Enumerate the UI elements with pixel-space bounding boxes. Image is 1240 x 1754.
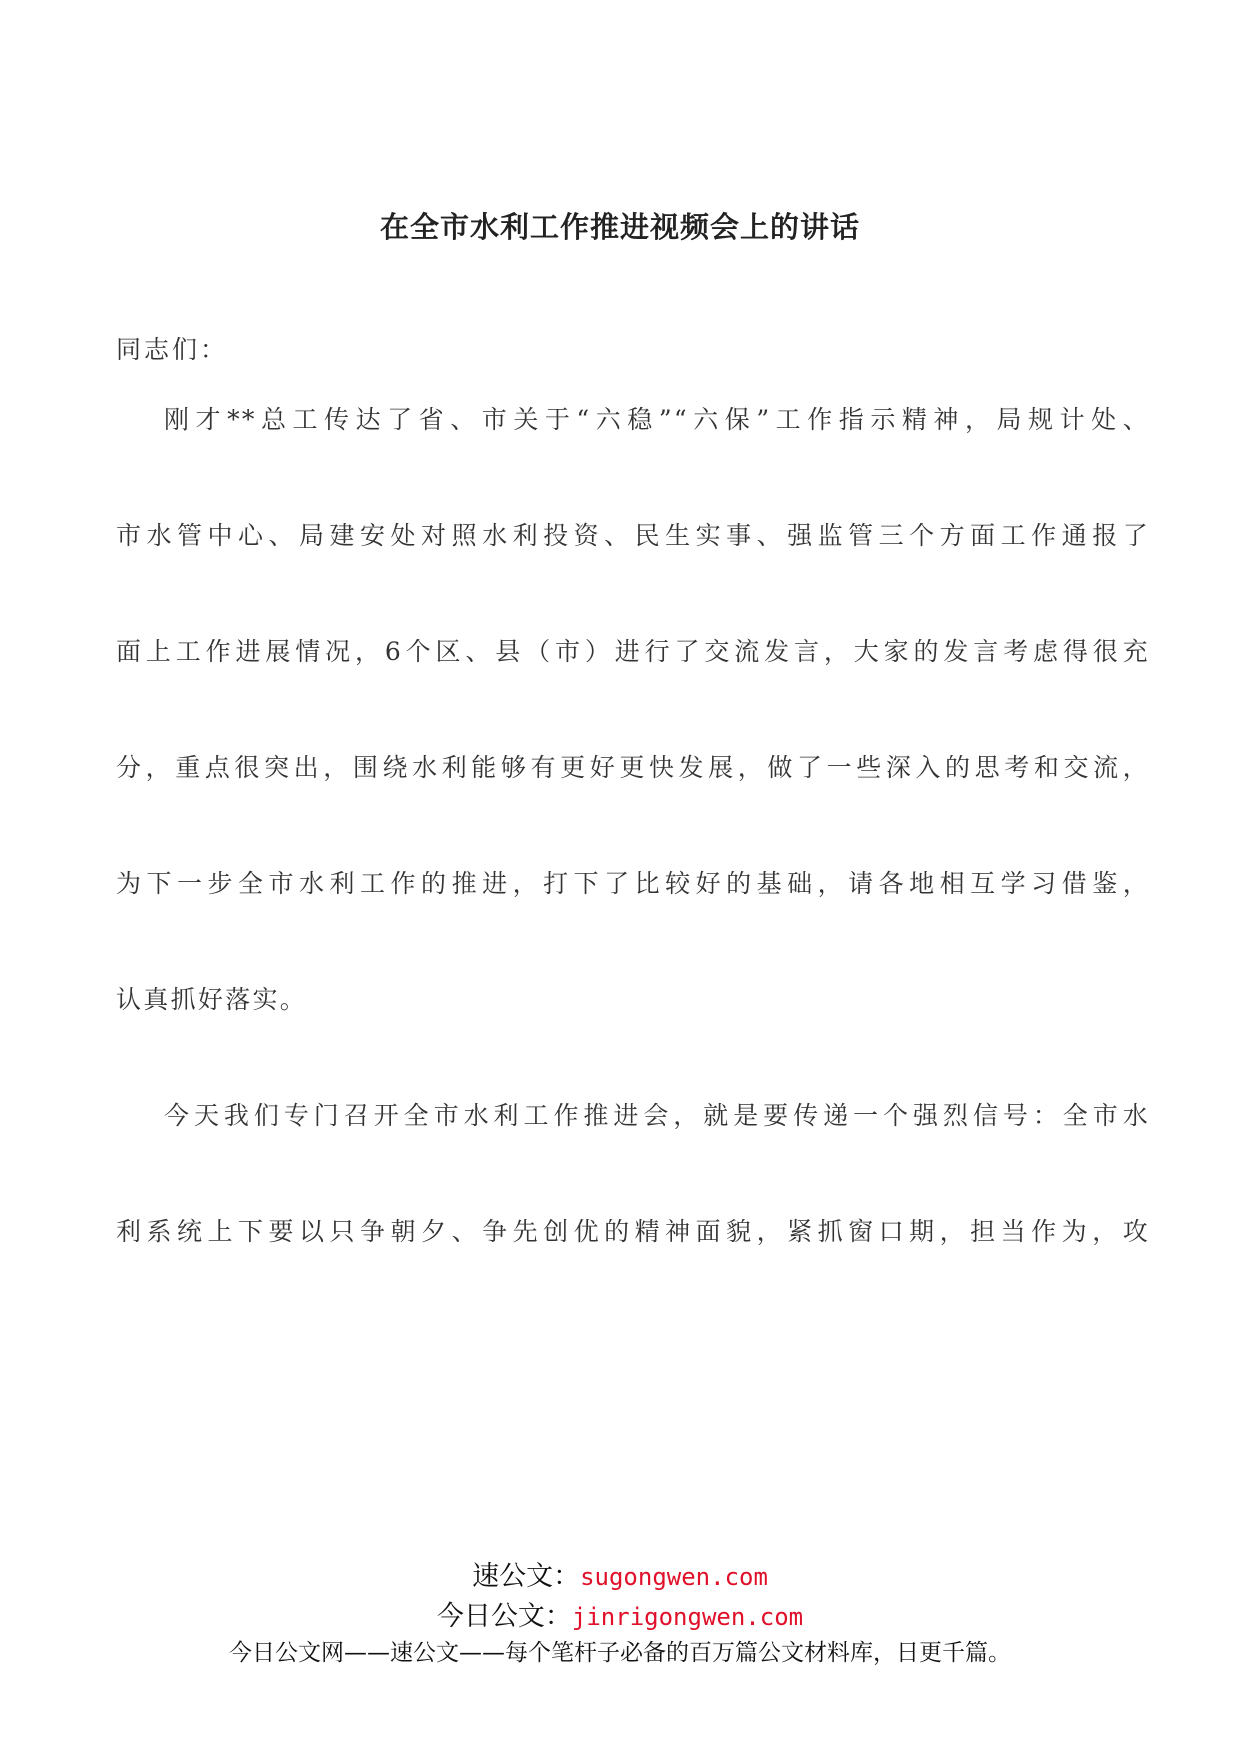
footer-sugongwen: [0, 1554, 1240, 1593]
paragraph-line: 分，重点很突出，围绕水利能够有更好更快发展，做了一些深入的思考和交流，: [116, 753, 1150, 782]
footer-slogan: 今日公文网——速公文——每个笔杆子必备的百万篇公文材料库，日更千篇。: [229, 1640, 1011, 1666]
salutation: 同志们：: [116, 335, 229, 364]
paragraph-line: 刚才**总工传达了省、市关于“六稳”“六保”工作指示精神，局规计处、: [164, 405, 1150, 434]
paragraph-line: 认真抓好落实。: [116, 985, 308, 1014]
paragraph-line: 为下一步全市水利工作的推进，打下了比较好的基础，请各地相互学习借鉴，: [116, 869, 1150, 898]
footer-link-sugongwen[interactable]: sugongwen.com: [580, 1563, 768, 1591]
paragraph-line: 面上工作进展情况，6个区、县（市）进行了交流发言，大家的发言考虑得很充: [116, 637, 1150, 666]
paragraph-line: 市水管中心、局建安处对照水利投资、民生实事、强监管三个方面工作通报了: [116, 521, 1150, 550]
footer-jinrigongwen: [0, 1594, 1240, 1633]
paragraph-line: 今天我们专门召开全市水利工作推进会，就是要传递一个强烈信号：全市水: [164, 1101, 1150, 1130]
footer-link-jinrigongwen[interactable]: jinrigongwen.com: [571, 1603, 804, 1631]
paragraph-line: 利系统上下要以只争朝夕、争先创优的精神面貌，紧抓窗口期，担当作为，攻: [116, 1217, 1150, 1246]
document-title: 在全市水利工作推进视频会上的讲话: [379, 210, 860, 244]
footer-label: 今日公文：: [436, 1601, 572, 1632]
footer-label: 速公文：: [472, 1561, 581, 1592]
